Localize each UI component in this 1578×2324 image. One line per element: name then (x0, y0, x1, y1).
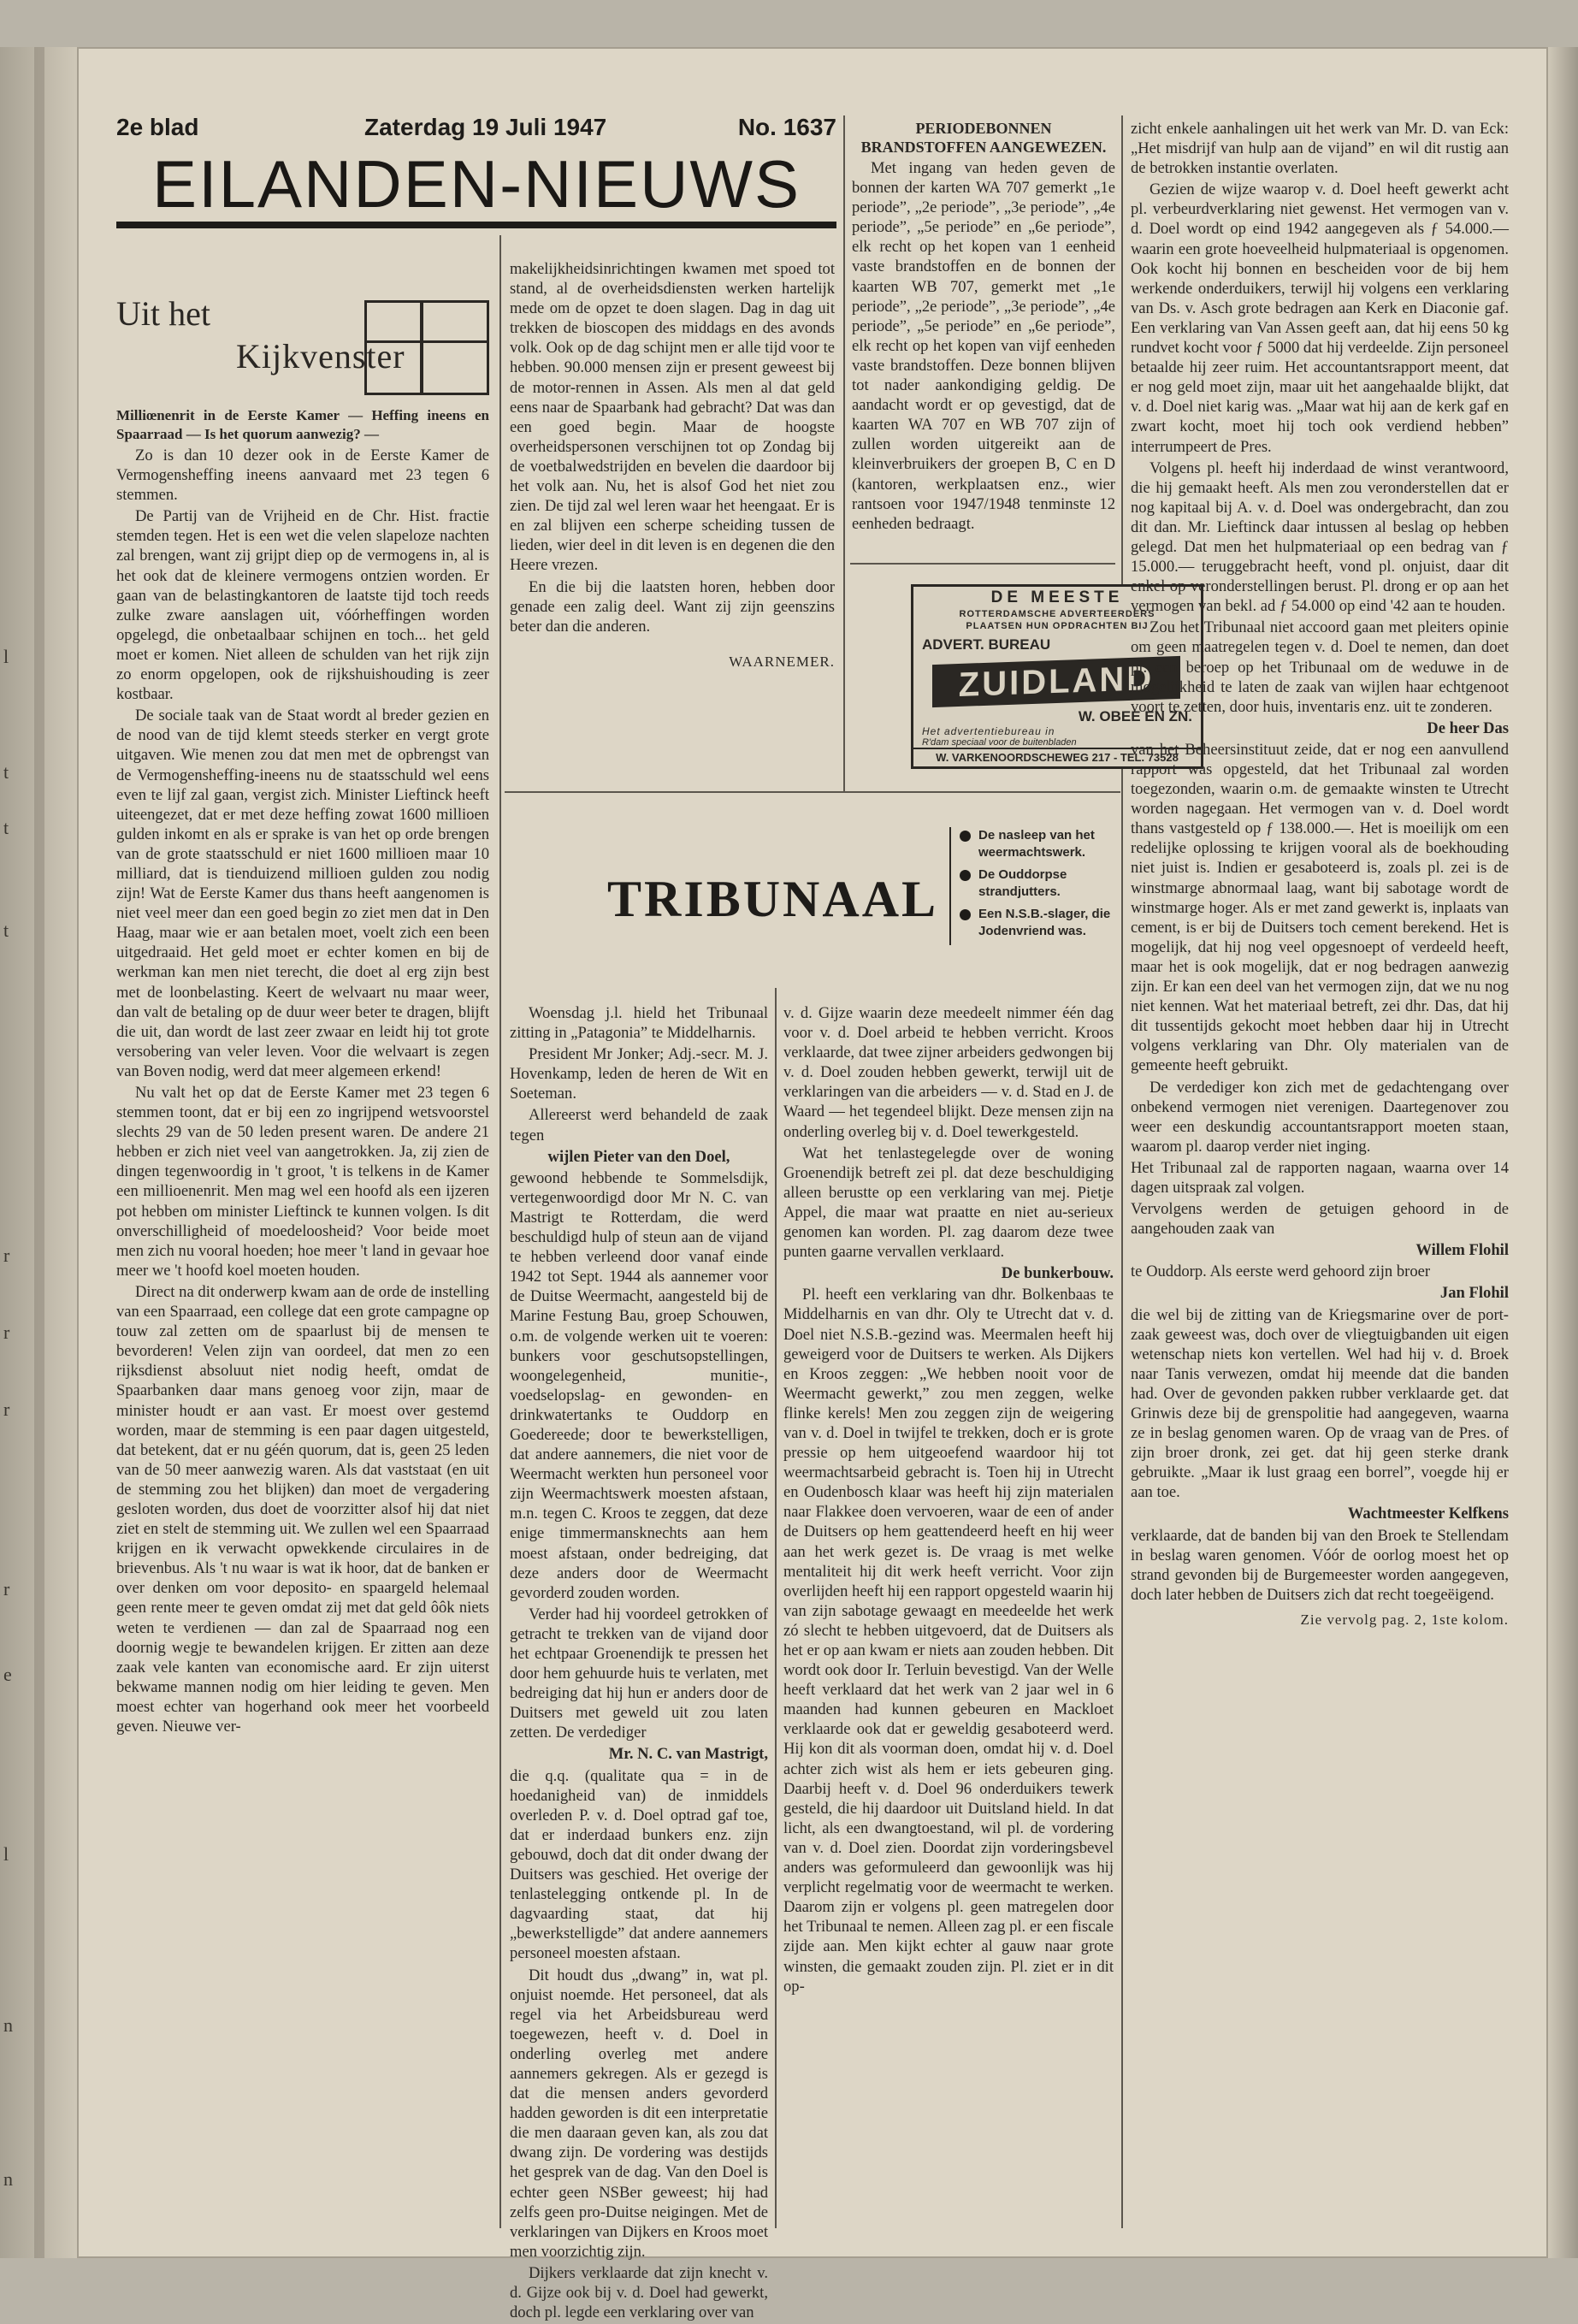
advert-line: ADVERT. BUREAU (922, 636, 1051, 653)
bullet-icon (960, 831, 971, 842)
tribunaal-headline: TRIBUNAAL (607, 871, 939, 927)
paragraph: zicht enkele aanhalingen uit het werk van Mr. D. van Eck: „Het misdrijf van hulp aan de vijand” en wil dit rustig aan de betrokken instantie overlaten. (1131, 120, 1509, 178)
speaker-heading: De heer Das (1427, 718, 1509, 737)
advert-line: DE MEESTE (990, 588, 1124, 606)
summary-item: Een N.S.B.-slager, die Jodenvriend was. (960, 906, 1131, 940)
tribunaal-column-3 (1131, 119, 1509, 1631)
column-divider (775, 988, 777, 2228)
margin-fragment: r (3, 1578, 10, 1600)
paragraph: President Mr Jonker; Adj.-secr. M. J. Hovenkamp, leden de heren de Wit en Soeteman. (510, 1045, 768, 1103)
column-divider (1121, 115, 1123, 2228)
section-rule (505, 791, 1120, 793)
paragraph: Zou het Tribunaal niet accoord gaan met pleiters opinie om geen maatregelen tegen v. d. Doel te nemen, dan doet pl. een beroep op het Tribunaal om de weduwe in de mogelijkheid te laten de zaak van wijlen haar echtgenoot voort te zetten, door huis, inventaris enz. uit te zonderen. (1131, 618, 1509, 716)
continued-note: Zie vervolg pag. 2, 1ste kolom. (1300, 1611, 1509, 1628)
section-heading: De bunkerbouw. (1001, 1264, 1114, 1283)
paragraph: Verder had hij voordeel getrokken of getracht te trekken van de vijand door het echtpaar Groenendijk te pressen het door hem gehuurde huis te verlaten, met bedreiging dat hij hun er anders door de Duitsers met geweld uit zou laten zetten. De verdediger (510, 1605, 768, 1742)
margin-fragment: r (3, 1399, 10, 1420)
paragraph: te Ouddorp. Als eerste werd gehoord zijn broer (1131, 1263, 1431, 1281)
advert-address: W. VARKENOORDSCHEWEG 217 - TEL. 73528 (913, 748, 1201, 766)
paragraph: makelijkheidsinrichtingen kwamen met spoed tot stand, al de overheidsdiensten werken hartelijk mede om de opzet te doen slagen. Dag in dag uit trekken de bioscopen des middags en des avonds volk. Ook op de dag schijnt men er alle tijd voor te hebben. 90.000 mensen zijn er present geweest bij de motor-rennen in Assen. Als men al dat geld eens naar de Spaarbank had gebracht? Dat was dan een goed begin. Maar de hoogste overheidspersonen verschijnen tot op Zondag bij de voetbalwedstrijden en bevelen die daardoor bij het volk aan. Nu, het is alsof God het niet zou zien. De tijd zal wel leren waar het heengaat. Er is en zal blijven een scherpe scheiding tussen de lieden, wier deel in dit leven is en degenen die den Heere vrezen. (510, 260, 835, 575)
paragraph: Dijkers verklaarde dat zijn knecht v. d. Gijze ook bij v. d. Doel had gewerkt, doch pl. legde een verklaring over van (510, 2263, 768, 2322)
paragraph: Allereerst werd behandeld de zaak tegen (510, 1106, 768, 1144)
column-divider (499, 235, 501, 2228)
paragraph: Gezien de wijze waarop v. d. Doel heeft gewerkt acht pl. verbeurdverklaring niet gewenst. Het vermogen van v. d. Doel wordt op eind 1942 aangegeven als ƒ 54.000.— waarin een grote hoeveelheid hulpmateriaal is opgenomen. Ook kocht hij bonnen en bescheiden voor de bij hem werkende onderduikers, terwijl hij volgens een verklaring van Ds. v. Asch grote bedragen aan Kerk en Diaconie gaf. Een verklaring van Van Assen geeft aan, dat hij eens 50 kg rundvet kocht voor ƒ 5000 dat hij verdeelde. Zijn personeel betaalde hij zeer ruim. Het accountantsrapport meent, dat er nog geld moet zijn, maar uit het aangehaalde blijkt, dat v. d. Doel niet karig was. „Maar wat hij aan de kerk gaf en zwart kocht, moet hij toch ook verdiend hebben” interrumpeert de Pres. (1131, 180, 1509, 456)
article-periodebonnen (852, 119, 1115, 535)
advert-line: PLAATSEN HUN OPDRACHTEN BIJ (966, 621, 1149, 631)
newspaper-page (77, 47, 1548, 2322)
kijkvenster-heading (116, 293, 486, 396)
issue-number: No. 1637 (737, 114, 836, 140)
column-kijkvenster (116, 406, 489, 1738)
defendant-name: wijlen Pieter van den Doel, (547, 1147, 730, 1166)
paragraph: Woensdag j.l. hield het Tribunaal zitting in „Patagonia” te Middelharnis. (510, 1004, 768, 1043)
margin-fragment: t (3, 761, 9, 783)
paragraph: Pl. heeft een verklaring van dhr. Bolkenbaas te Middelharnis en van dhr. Oly te Utrecht dat v. d. Doel niet N.S.B.-gezind was. Meermalen heeft hij geweigerd voor de Duitsers te werken. Als Dijkers en Kroos zeggen: „We hebben nooit voor de Weermacht gewerkt,” zou men zeggen, welke flinke kerels! Men zou zeggen zijn de weigering van v. d. Doel in twijfel te trekken, doch er is grote pressie op hem uitgeoefend waardoor hij tot weermachtsarbeid gebracht is. Toen hij in Utrecht en Oudenbosch klaar was heeft hij zijn materialen naar Flakkee doen vervoeren, waar de een of ander de Duitsers op hem geattendeerd heeft en hij weer aan het werk gezet is. De vraag is met welke mentaliteit hij dit werk heeft verricht. Voor zijn overlijden heeft hij een rapport opgesteld waarin hij van zijn sabotage gewaagt en meedeelde het werk zó slecht te hebben uitgevoerd, dat de Duitsers als het er op aan kwam er niets aan zouden hebben. Dit wordt ook door Ir. Terluin bevestigd. Van der Welle heeft verklaard dat het werk van 2 jaar wel in 6 maanden had kunnen gebeuren en Mackloet verklaarde ook dat er geweldig gesaboteerd werd. Hij kon dit als voorman doen, omdat hij v. d. Doel achter zich wist als hem er iets gebeuren ging. Daarbij heeft v. d. Doel 96 onderduikers tewerk gesteld, die hij daardoor uit Duitsland hield. In dat licht, als een dwangtoestand, wil pl. de vordering van v. d. Doel zien. Doordat zijn vorderingsbevel anders was geformuleerd dan gewoonlijk was hij verplicht regelmatig voor de weermacht te werken. Daarom zijn er volgens pl. geen matregelen door het Tribunaal te nemen. Alleen zag pl. er een fiscale zijde aan. Men kijkt echter al gauw naar grote winsten, die gemaakt zouden zijn. Pl. ziet er in dit op- (783, 1286, 1114, 1996)
advert-owner: W. OBEE EN ZN. (1078, 708, 1192, 724)
section-rule (850, 563, 1115, 565)
paragraph: Met ingang van heden geven de bonnen der karten WA 707 gemerkt „1e periode”, „2e periode”, „3e periode”, „4e periode”, „5e periode” en „6e periode”, elk recht op het kopen van 1 eenheid vaste brandstoffen en de bonnen der kaarten WB 707, gemerkt met „1e periode”, „2e periode”, „3e periode”, „4e periode”, „5e periode” en „6e periode”, elk recht op het kopen van vijf eenheden vaste brandstoffen. Deze bonnen blijven tot nader aankondiging geldig. De aandacht wordt er op gevestigd, dat de kaarten WA 707 en WB 707 zijn of zullen worden uitgereikt aan de kleinverbruikers der groepen B, C en D (kantoren, werkplaatsen enz., wier rantsoen voor 1947/1948 tenminste 12 eenheden bedraagt. (852, 159, 1115, 533)
paragraph: En die bij die laatsten horen, hebben door genade een zalig deel. Want zij zijn geenszins beter dan die anderen. (510, 577, 835, 636)
kicker-kijkvenster: Kijkvenster (236, 337, 405, 376)
margin-fragment: t (3, 920, 9, 941)
tribunaal-column-2 (783, 1003, 1114, 1998)
edition-label: 2e blad (116, 114, 199, 140)
page-fold (34, 47, 44, 2258)
defendant-name: Willem Flohil (1415, 1241, 1509, 1260)
paragraph: die q.q. (qualitate qua = in de hoedanigheid van) de inmiddels overleden P. v. d. Doel optrad gaf toe, dat er inderdaad bunkers enz. zijn gebouwd, doch dat dit onder dwang der Duitsers was geschied. Het overige der tenlastelegging ontkende pl. In de dagvaarding staat, dat hij „bewerkstelligde” dat andere aannemers personeel moesten afstaan. (510, 1766, 768, 1963)
paragraph: die wel bij de zitting van de Kriegsmarine over de port-zaak geweest was, doch over de vliegtuigbanden uit eigen wetenschap niets kon vertellen. Wel had hij v. d. Broek naar Tanis verwezen, omdat hij meende dat die banden had. Over de gevonden pakken rubber verklaarde get. dat Grinwis deze bij de grenspolitie had aangegeven, waarna ze in beslag genomen waren. Op de vraag van de Pres. of zijn broer dronk, zei get. dat hij geen sterke drank gebruikte. „Maar ik lust graag een borrel”, voegde hij er aan toe. (1131, 1305, 1509, 1502)
paragraph: De sociale taak van de Staat wordt al breder gezien en de nood van de tijd klemt steeds sterker en vergt grote uitgaven. Wie menen zou dat men met de opbrengst van de Vermogensheffing-ineens nu de staatsschuld wel eens even te lijf zal gaan, vergist zich. Minister Lieftinck heeft uiteengezet, dat er met deze heffing zowat 1600 millioen gulden inkomt en als er sprake is van het op orde brengen van de grote staatsschuld er niet 1600 millioen maar 10 milliard, dat is tienduizend millioen gulden zou nodig zijn! Wat de Eerste Kamer dus thans heeft aangenomen is niet veel meer dan een goed begin zo ziet men dat in Den Haag, maar wie er aan betalen moet, voelt zich een been uitgedraaid. Het geld moet er echter komen en bij de werkman kan men niet terecht, die doet al erg zijn best met de loonbelasting. Keert de welvaart nu maar weer, dan valt de betaling op de duur weer beter te dragen, blijft die uit, dan wordt de last zeer zwaar en leidt hij tot grote versobering van veler leven. Voor die welvaart is zegen van Boven nodig, werd dat meer algemeen erkend! (116, 707, 489, 1080)
paragraph: Volgens pl. heeft hij inderdaad de winst verantwoord, die hij gemaakt heeft. Als men zou veronderstellen dat er nog kapitaal bij A. v. d. Doel was ondergebracht, dan zou dit dan. Mr. Lieftinck daar intussen al beslag op hebben gelegd. Dat men het hulpmateriaal op een bedrag van ƒ 15.000.— teruggebracht heeft, vond pl. onjuist, daar dit enkel op veronderstellingen berust. Pl. drong er op aan het vermogen van bekl. ad ƒ 54.000 op eind '42 aan te houden. (1131, 458, 1509, 616)
paragraph: Direct na dit onderwerp kwam aan de orde de instelling van een Spaarraad, een college dat een grote campagne op touw zal zetten om de spaarlust bij de mensen te bevorderen! Velen zijn van oordeel, dat men zo een rijksdienst absoluut niet nodig heeft, omdat de Spaarbanken daar mans genoeg voor zijn, maar de minister houdt er aan vast. Er moest over gestemd worden, maar de stemming is een paar dagen uitgesteld, dat betekent, dat er nu géén quorum, dat is, geen 25 leden van de 50 meer aanwezig waren. Als dat vaststaat (en uit de stemming zou het blijken) dan moet de vergadering gesloten worden, dus doet de voorzitter alsof hij dat niet ziet en stelt de stemming uit. We zullen wel een Spaarraad krijgen en ik verwacht opwekkende circulaires in de brievenbus. Als 't nu waar is wat ik hoor, dat de banken er over denken om voor deposito- en spaargeld helemaal geen rente meer te geven omdat zij met dat geld ôôk niets weten te verdienen — dan zal de Spaarraad nog een doornig wegje te bewandelen krijgen. Er zitten aan deze zaak vele kanten van economische aard. Er zijn uiterst bekwame mannen nodig om hier leiding te geven. Men moest echter van hogerhand ook meer het voorbeeld geven. Nieuwe ver- (116, 1282, 489, 1736)
paragraph: van het Beheersinstituut zeide, dat er nog een aanvullend rapport was opgesteld, dat het Tribunaal zal worden toegezonden, waarin o.m. de gemaakte winsten te Utrecht worden nagegaan. Het vermogen van v. d. Doel wordt thans vastgesteld op ƒ 138.000.—. Het is moeilijk om een redelijke oplossing te krijgen vooral als de boekhouding niet juist is. Indien er gesaboteerd is, zoals pl. zei is de winstmarge abnormaal laag, want bij sabotage wordt de winstmarge hoger. Als er met zand gewerkt is, inplaats van cement, is er bij de Duitsers toch cement berekend. Het is mogelijk, dat hij nog veel opgesnoept of verdeeld heeft, maar het is ook mogelijk, dat er nog bedragen aanwezig zijn. Er kan een deel van het vermogen zijn, dat we nu nog niet kennen. Wat het materiaal betreft, zei dhr. Das, dat hij dit tussentijds gekocht moet hebben daar hij in Utrecht volgens verklaring van Dhr. Oly materialen van de gemeente heeft gebruikt. (1131, 740, 1509, 1075)
column-divider (843, 115, 845, 791)
paragraph: De verdediger kon zich met de gedachtengang over onbekend vermogen niet verenigen. Daartegenover zou weer een deskundig accountantsrapport moeten staan, waarom pl. daarop verder niet inging. (1131, 1078, 1509, 1156)
witness-name: Wachtmeester Kelfkens (1347, 1505, 1509, 1523)
issue-date: Zaterdag 19 Juli 1947 (364, 114, 607, 140)
kicker-uit-het: Uit het (116, 294, 210, 333)
author-signature: WAARNEMER. (729, 653, 835, 670)
article-headline: PERIODEBONNEN BRANDSTOFFEN AANGEWEZEN. (860, 120, 1107, 156)
paragraph: Vervolgens werden de getuigen gehoord in de aangehouden zaak van (1131, 1200, 1509, 1239)
summary-item: De Ouddorpse strandjutters. (960, 866, 1131, 901)
lawyer-name: Mr. N. C. van Mastrigt, (608, 1745, 768, 1764)
margin-fragment: n (3, 2168, 13, 2190)
paragraph: Het Tribunaal zal de rapporten nagaan, waarna over 14 dagen uitspraak zal volgen. (1131, 1158, 1509, 1197)
masthead-meta (116, 114, 836, 145)
bullet-icon (960, 870, 971, 881)
paragraph: Wat het tenlastegelegde over de woning Groenendijk betreft zei pl. dat deze beschuldiging alleen berustte op een verklaring van mej. Pietje Appel, die maar wat praatte en niet au-serieux genomen kan worden. Pl. zag daarom deze twee punten gaarne vervallen verklaard. (783, 1144, 1114, 1262)
margin-fragment: l (3, 646, 9, 667)
margin-fragment: e (3, 1664, 12, 1685)
paragraph: Nu valt het op dat de Eerste Kamer met 23 tegen 6 stemmen toont, dat er bij een zo ingrijpend wetsvoorstel slechts 29 van de 50 leden present waren. De andere 21 hebben er zich niet veel van aangetrokken. Ja, zij zien de dingen tegenwoordig in 't groot, 't is telkens in de Kamer een millioenenrit. Men mag wel een hoofd als een ijzeren pot hebben om minister Lieftinck te kunnen volgen. Is dit onverschilligheid of moedeloosheid? Voor beide moet men zich nu vooral hoeden; hoe meer 't land in gevaar hoe meer we 't hoofd koel moeten houden. (116, 1084, 489, 1280)
paragraph: Dit houdt dus „dwang” in, wat pl. onjuist noemde. Het personeel, dat als regel via het Arbeidsbureau werd toegewezen, heeft v. d. Doel in onderling overleg met andere aannemers gekregen. Als er gezegd is dat die mensen anders gevorderd hadden geworden is dit een interpretatie die men daaraan geven kan, als zou dat dwang zijn. De vordering was destijds het gesprek van de dag. Van den Doel is echter geen NSBer geweest; hij had zelfs geen pro-Duitse neigingen. Met de verklaringen van Dijkers en Kroos moet men voorzichtig zijn. (510, 1966, 768, 2261)
tribunaal-column-1 (510, 1003, 768, 2324)
margin-fragment: l (3, 1843, 9, 1865)
paragraph: Zo is dan 10 dezer ook in de Eerste Kamer de Vermogensheffing ineens aanvaard met 23 tegen 6 stemmen. (116, 446, 489, 505)
right-page-edge (1548, 47, 1578, 2258)
margin-fragment: r (3, 1322, 10, 1343)
witness-name: Jan Flohil (1439, 1284, 1509, 1303)
bullet-icon (960, 909, 971, 920)
masthead-rule (116, 222, 836, 228)
newspaper-title: EILANDEN-NIEUWS (151, 146, 801, 222)
column-kijkvenster-continued (510, 259, 835, 673)
advert-brand: ZUIDLAND (932, 656, 1180, 707)
summary-item: De nasleep van het weermachtswerk. (960, 827, 1131, 861)
margin-fragment: r (3, 1245, 10, 1266)
advert-line: R'dam speciaal voor de buitenbladen (922, 737, 1077, 748)
article-lead: Milliœnenrit in de Eerste Kamer — Heffing ineens en Spaarraad — Is het quorum aanwezig? — (116, 407, 489, 442)
advert-line: Het advertentiebureau in (922, 725, 1055, 737)
paragraph: De Partij van de Vrijheid en de Chr. Hist. fractie stemden tegen. Het is een wet die velen slapeloze nachten zal brengen, want zij grijpt diep op de vermogens in, al is het ook dat de kleinere vermogens ontzien worden. Er gaan van de belastingkantoren de laatste tijd toch reeds zulke zware aanslagen uit, vóórheffingen worden opgelegd, die onbetaalbaar schijnen en toch... het geld moet er komen. Niet alleen de schulden van het rijk zijn zo enorm opgelopen, ook de rijkshuishouding is zeer kostbaar. (116, 507, 489, 704)
margin-fragment: n (3, 2014, 13, 2036)
margin-fragment: t (3, 817, 9, 838)
paragraph: verklaarde, dat de banden bij van den Broek te Stellendam in beslag waren genomen. Vóór de oorlog moest het op strand gevonden bij de Burgemeester worden aangegeven, doch later hebben de Duitsers zich dat recht toegeëigend. (1131, 1526, 1509, 1604)
left-page-edge (0, 47, 77, 2258)
advert-line: ROTTERDAMSCHE ADVERTEERDERS (959, 609, 1155, 619)
paragraph: gewoond hebbende te Sommelsdijk, vertegenwoordigd door Mr N. C. van Mastrigt te Rotterdam, die werd beschuldigd hulp of steun aan de vijand te hebben verleend door vanaf einde 1942 tot Sept. 1944 als aannemer voor de Duitse Weermacht, aangesteld bij de Marine Festung Bau, groep Schouwen, o.m. de volgende werken uit te voeren: bunkers voor geschutsopstellingen, woongelegenheid, munitie-, voedselopslag- en gewonden- en drinkwatertanks te Ouddorp en Goedereede; door te bewerkstelligen, dat andere aannemers, die niet voor de Weermacht werkten hun personeel voor zijn Weermachtswerk moesten afstaan, m.n. tegen C. Kroos te zeggen, dat deze enige timmermansknechts aan hem moest afstaan, onder bedreiging, dat deze anders door de Weermacht gevorderd zouden worden. (510, 1168, 768, 1602)
paragraph: v. d. Gijze waarin deze meedeelt nimmer één dag voor v. d. Doel arbeid te hebben verricht. Kroos verklaarde, dat twee zijner arbeiders gedwongen bij v. d. Doel zouden hebben gewerkt, terwijl uit de verklaringen van die arbeiders — v. d. Stad en J. de Waard — het tegendeel blijkt. Deze mensen zijn na onderling overleg bij v. d. Doel tewerkgesteld. (783, 1004, 1114, 1141)
tribunaal-summary (949, 827, 1131, 945)
